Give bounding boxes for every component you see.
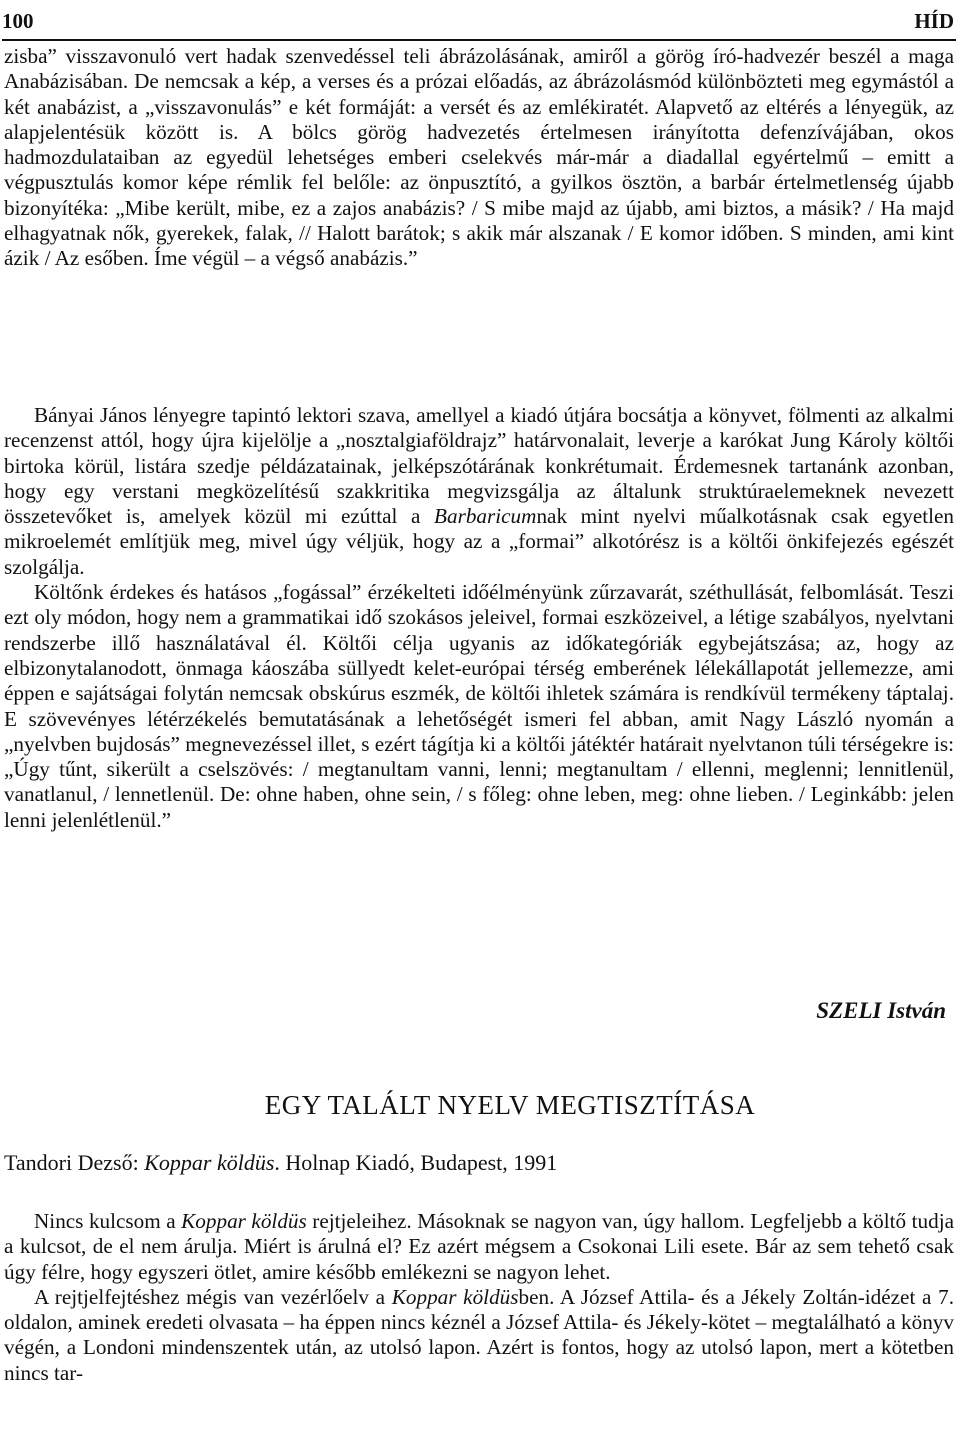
page-number: 100 bbox=[2, 9, 34, 33]
paragraph bbox=[4, 403, 954, 580]
book-title-ref: Koppar köldüs bbox=[391, 1284, 519, 1309]
book-title: Koppar köldüs bbox=[144, 1150, 275, 1175]
paragraph-text: Bányai János lényegre tapintó lektori szava, amellyel a kiadó útjára bocsátja a könyvet, fölmenti az alkalmi recenzenst attól, hogy újra kijelölje a „nosztalgiaföldrajz” határvonalait, leverje a karókat Jung Károly költői birtoka körül, listára szedje példázatainak, jelképszótárának konkrétumait. Érdemesnek tartanánk azonban, hogy egy verstani megközelítésű szakkritika megvizsgálja az általunk struktúraelemeknek nevezett összetevőket is, amelyek közül mi ezúttal a bbox=[4, 403, 954, 529]
book-title-ref: Koppar köldüs bbox=[181, 1209, 307, 1233]
article-title: EGY TALÁLT NYELV MEGTISZTÍTÁSA bbox=[264, 1090, 756, 1120]
book-title-ref: Barbaricum bbox=[434, 504, 537, 529]
review-body bbox=[4, 403, 954, 833]
paragraph bbox=[4, 1209, 954, 1285]
journal-name: HÍD bbox=[914, 9, 954, 33]
header-rule bbox=[2, 39, 956, 41]
article-body bbox=[4, 1209, 954, 1386]
author-signature: SZELI István bbox=[816, 998, 946, 1023]
paragraph-text: ben. A József Attila- és a Jékely Zoltán-idézet a 7. oldalon, aminek eredeti olvasata – ha éppen nincs kéznél a József Attila- és Jékely-kötet – megtalálható a könyv végén, a Londoni mindenszentek után, az utolsó lapon. Azért is fontos, hogy az utolsó lapon, mert a kötetben nincs tar- bbox=[4, 1284, 954, 1385]
publisher-info: . Holnap Kiadó, Budapest, 1991 bbox=[274, 1150, 558, 1175]
paragraph-text: nak mint nyelvi műalkotásnak csak egyetlen mikroelemét említjük meg, mivel úgy véljük, hogy az a „formai” alkotórész is a költői önkifejezés egészét szolgálja. bbox=[4, 504, 954, 579]
paragraph: Költőnk érdekes és hatásos „fogással” érzékelteti időélményünk zűrzavarát, széthullását, felbomlását. Teszi ezt oly módon, hogy nem a grammatikai idő szokásos jeleivel, formai eszközeivel, a létige szabályos, nyelvtani rendszerbe illő használatával él. Költői célja ugyanis az időkategóriák egybejátszása; az, hogy az elbizonytalanodott, önmaga káoszába süllyedt kelet-európai térség emberének lélekállapotát jellemezze, ami éppen e sajátságai folytán nemcsak obskúrus eszmék, de költői ihletek számára is rendkívül termékeny táptalaj. E szövevényes létérzékelés bemutatásának a lehetőségét ismeri fel abban, amit Nagy László nyomán a „nyelvben bujdosás” megnevezéssel illet, s ezért tágítja ki a költői játéktér határait nyelvtanon túli térségekre is: „Úgy tűnt, sikerült a cselszövés: / megtanultam vanni, lenni; megtanultam / ellenni, meglenni; lennitlenül, vanatlanul, / lennetlenül. De: ohne haben, ohne sein, / s főleg: ohne leben, meg: ohne lieben. / Leginkább: jelen lenni jelenlétlenül.” bbox=[4, 580, 954, 832]
bibliographic-line bbox=[4, 1150, 557, 1176]
running-header bbox=[2, 6, 954, 34]
review-continuation bbox=[4, 44, 954, 272]
paragraph-text: rejtjeleihez. Másoknak se nagyon van, úgy hallom. Legfeljebb a költő tudja a kulcsot, de el nem árulja. Miért is árulná el? Ez azért mégsem a Csokonai Lili esete. Bár az sem tehető csak úgy félre, hogy egyszeri ötlet, amire később emlékezni se nagyon lehet. bbox=[4, 1209, 954, 1284]
paragraph bbox=[4, 1285, 954, 1386]
paragraph: zisba” visszavonuló vert hadak szenvedéssel teli ábrázolásának, amiről a görög író-hadvezér beszél a maga Anabázisában. De nemcsak a kép, a verses és a prózai előadás, az ábrázolásmód különbözteti meg egymástól a két anabázist, a „visszavonulás” e két formáját: a versét és az emlékiratét. Alapvető az eltérés a lényegük, az alapjelentésük között is. A bölcs görög hadvezetés értelmesen irányította defenzívájában, okos hadmozdulataiban az egyedül lehetséges emberi cselekvés már-már a diadallal egyértelmű – emitt a végpusztulás komor képe rémlik fel belőle: az önpusztító, a gyilkos ösztön, a barbár értelmetlenség újabb bizonyítéka: „Mibe került, mibe, ez a zajos anabázis? / S mibe majd az újabb, ami biztos, a másik? / Ha majd elhagyatnak nők, gyerekek, falak, // Halott barátok; s akik már alszanak / E komor időben. S minden, ami kint ázik / Az esőben. Íme végül – a végső anabázis.” bbox=[4, 44, 954, 271]
paragraph-text: Nincs kulcsom a bbox=[34, 1209, 182, 1233]
paragraph-text: A rejtjelfejtéshez mégis van vezérlőelv a bbox=[34, 1284, 392, 1309]
book-author: Tandori Dezső: bbox=[4, 1150, 145, 1175]
